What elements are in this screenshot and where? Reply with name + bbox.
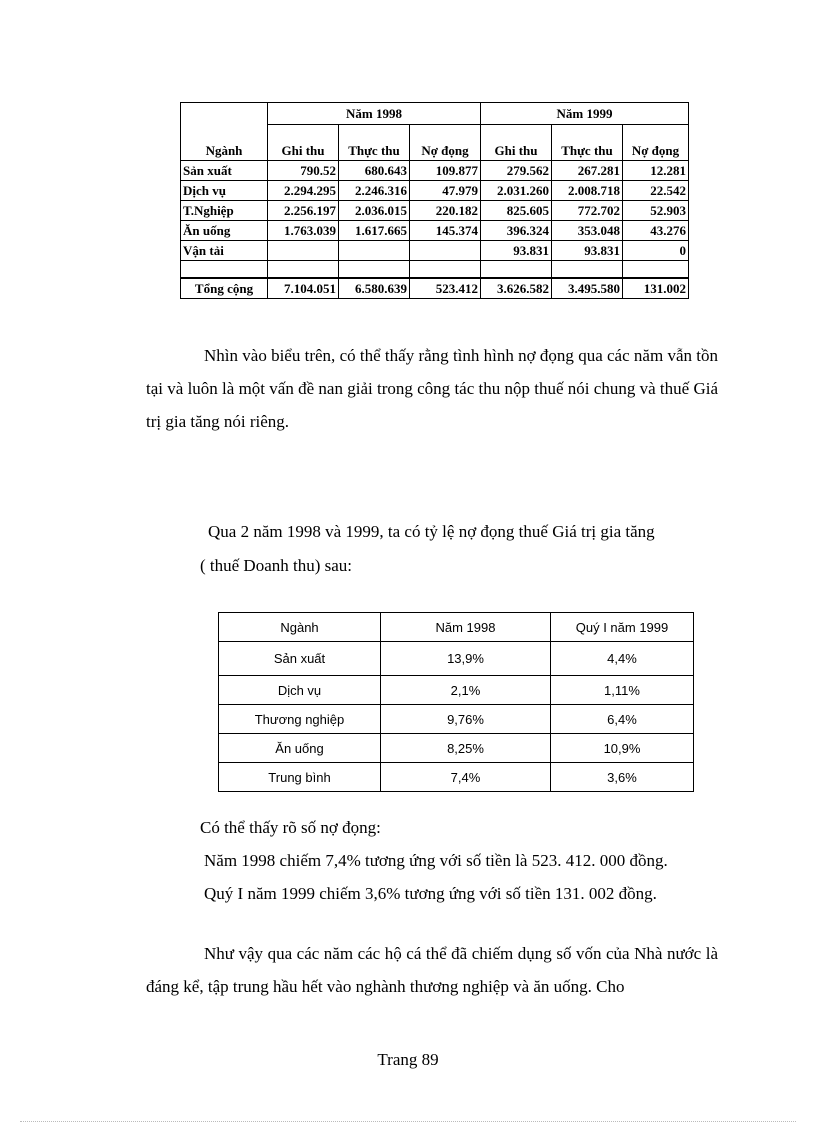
note-line-2: Quý I năm 1999 chiếm 3,6% tương ứng với số tiền 131. 002 đồng.: [204, 884, 657, 903]
sector-cell: Dịch vụ: [219, 676, 381, 705]
subheader: Nợ đọng: [410, 125, 481, 161]
total-label: Tổng cộng: [181, 278, 268, 299]
value-cell: 93.831: [481, 241, 552, 261]
value-cell: 790.52: [268, 161, 339, 181]
value-cell: 267.281: [552, 161, 623, 181]
value-cell: 4,4%: [551, 642, 694, 676]
value-cell: 2.036.015: [339, 201, 410, 221]
total-cell: 3.626.582: [481, 278, 552, 299]
value-cell: 353.048: [552, 221, 623, 241]
value-cell: 22.542: [623, 181, 689, 201]
value-cell: 6,4%: [551, 705, 694, 734]
value-cell: 2.256.197: [268, 201, 339, 221]
total-cell: 523.412: [410, 278, 481, 299]
value-cell: 43.276: [623, 221, 689, 241]
value-cell: 9,76%: [381, 705, 551, 734]
sector-cell: Ăn uống: [219, 734, 381, 763]
table-row: [181, 201, 689, 221]
subheader: Thực thu: [552, 125, 623, 161]
sector-header: Ngành: [181, 103, 268, 161]
value-cell: 279.562: [481, 161, 552, 181]
paragraph-analysis: Nhìn vào biểu trên, có thể thấy rằng tình hình nợ đọng qua các năm vẫn tồn tại và luôn là một vấn đề nan giải trong công tác thu nộp thuế nói chung và thuế Giá trị gia tăng nói riêng.: [146, 346, 718, 431]
total-cell: 6.580.639: [339, 278, 410, 299]
value-cell: 13,9%: [381, 642, 551, 676]
value-cell: 8,25%: [381, 734, 551, 763]
total-row: [181, 278, 689, 299]
table-row: [181, 221, 689, 241]
total-cell: 3.495.580: [552, 278, 623, 299]
column-header: Ngành: [219, 613, 381, 642]
value-cell: 3,6%: [551, 763, 694, 792]
value-cell: 1,11%: [551, 676, 694, 705]
total-cell: 131.002: [623, 278, 689, 299]
blank-row: [181, 261, 689, 279]
year-1999-header: Năm 1999: [481, 103, 689, 125]
value-cell: 109.877: [410, 161, 481, 181]
debt-ratio-table: [218, 612, 694, 792]
subheader: Ghi thu: [481, 125, 552, 161]
table-row: [181, 241, 689, 261]
subheader: Thực thu: [339, 125, 410, 161]
column-header: Năm 1998: [381, 613, 551, 642]
sector-cell: Sản xuất: [181, 161, 268, 181]
intro-line-2: ( thuế Doanh thu) sau:: [200, 556, 353, 575]
value-cell: 0: [623, 241, 689, 261]
value-cell: 2.294.295: [268, 181, 339, 201]
table-row: [219, 763, 694, 792]
subheader: Ghi thu: [268, 125, 339, 161]
value-cell: 93.831: [552, 241, 623, 261]
value-cell: 680.643: [339, 161, 410, 181]
table-row: [181, 161, 689, 181]
table-row: [219, 642, 694, 676]
debt-table-1998-1999: [180, 102, 689, 299]
note-title: Có thể thấy rõ số nợ đọng:: [200, 818, 381, 837]
sector-cell: Vận tải: [181, 241, 268, 261]
sector-cell: Dịch vụ: [181, 181, 268, 201]
value-cell: 2.246.316: [339, 181, 410, 201]
value-cell: 145.374: [410, 221, 481, 241]
value-cell: 12.281: [623, 161, 689, 181]
value-cell: 2,1%: [381, 676, 551, 705]
table-row: [219, 734, 694, 763]
table-header-row: [219, 613, 694, 642]
value-cell: [339, 241, 410, 261]
value-cell: 220.182: [410, 201, 481, 221]
value-cell: 772.702: [552, 201, 623, 221]
total-cell: 7.104.051: [268, 278, 339, 299]
value-cell: [410, 241, 481, 261]
table-row: [181, 181, 689, 201]
page-number: Trang 89: [377, 1050, 439, 1069]
note-line-1: Năm 1998 chiếm 7,4% tương ứng với số tiền là 523. 412. 000 đồng.: [204, 851, 668, 870]
value-cell: 1.617.665: [339, 221, 410, 241]
subheader: Nợ đọng: [623, 125, 689, 161]
bottom-divider: [20, 1121, 796, 1122]
value-cell: 396.324: [481, 221, 552, 241]
table-row: [219, 705, 694, 734]
sector-cell: Ăn uống: [181, 221, 268, 241]
paragraph-conclusion: Như vậy qua các năm các hộ cá thể đã chiếm dụng số vốn của Nhà nước là đáng kể, tập trung hầu hết vào nghành thương nghiệp và ăn uống. Cho: [146, 944, 718, 996]
sector-cell: Trung bình: [219, 763, 381, 792]
year-1998-header: Năm 1998: [268, 103, 481, 125]
sector-cell: Sản xuất: [219, 642, 381, 676]
value-cell: 10,9%: [551, 734, 694, 763]
value-cell: 825.605: [481, 201, 552, 221]
sector-cell: T.Nghiệp: [181, 201, 268, 221]
value-cell: 52.903: [623, 201, 689, 221]
value-cell: [268, 241, 339, 261]
table-row: [219, 676, 694, 705]
intro-line-1: Qua 2 năm 1998 và 1999, ta có tỷ lệ nợ đọng thuế Giá trị gia tăng: [208, 522, 655, 541]
value-cell: 2.008.718: [552, 181, 623, 201]
value-cell: 7,4%: [381, 763, 551, 792]
value-cell: 2.031.260: [481, 181, 552, 201]
value-cell: 1.763.039: [268, 221, 339, 241]
value-cell: 47.979: [410, 181, 481, 201]
column-header: Quý I năm 1999: [551, 613, 694, 642]
sector-cell: Thương nghiệp: [219, 705, 381, 734]
